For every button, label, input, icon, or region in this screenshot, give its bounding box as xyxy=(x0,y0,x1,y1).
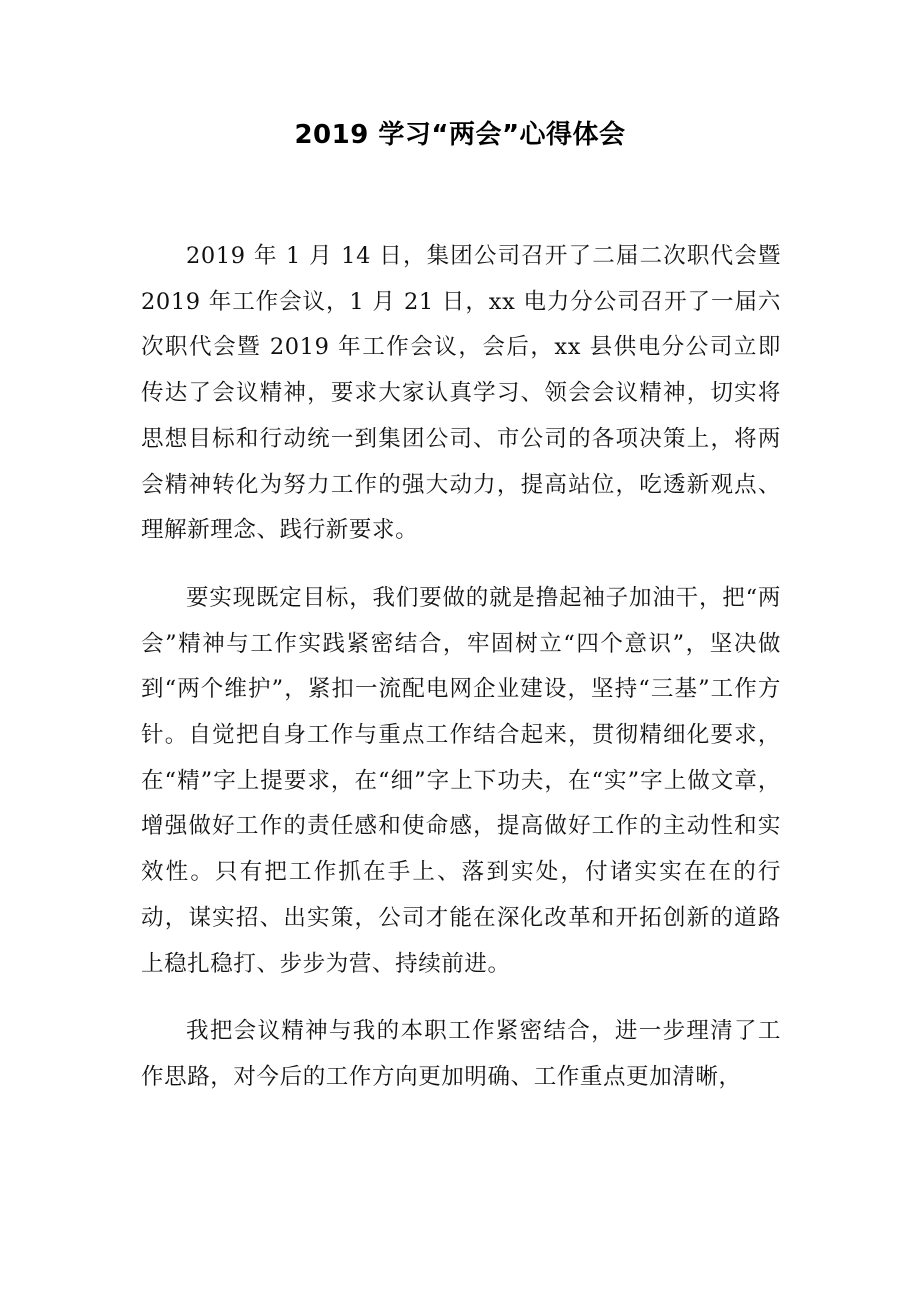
paragraph-1: 2019 年 1 月 14 日，集团公司召开了二届二次职代会暨 2019 年工作会议，1 月 21 日，xx 电力分公司召开了一届六次职代会暨 2019 年工作会议，会后，xx 县供电分公司立即传达了会议精神，要求大家认真学习、领会会议精神，切实将思想目标和行动统一到集团公司、市公司的各项决策上，将两会精神转化为努力工作的强大动力，提高站位，吃透新观点、理解新理念、践行新要求。 xyxy=(141,243,781,544)
document-title: 2019 学习“两会”心得体会 xyxy=(294,120,626,150)
paragraph-2: 要实现既定目标，我们要做的就是撸起袖子加油干，把“两会”精神与工作实践紧密结合，牢固树立“四个意识”，坚决做到“两个维护”，紧扣一流配电网企业建设，坚持“三基”工作方针。自觉把自身工作与重点工作结合起来，贯彻精细化要求，在“精”字上提要求，在“细”字上下功夫，在“实”字上做文章，增强做好工作的责任感和使命感，提高做好工作的主动性和实效性。只有把工作抓在手上、落到实处，付诸实实在在的行动，谋实招、出实策，公司才能在深化改革和开拓创新的道路上稳扎稳打、步步为营、持续前进。 xyxy=(141,584,781,977)
paragraph-3: 我把会议精神与我的本职工作紧密结合，进一步理清了工作思路，对今后的工作方向更加明确、工作重点更加清晰， xyxy=(141,1018,781,1090)
document-body xyxy=(141,234,781,1123)
